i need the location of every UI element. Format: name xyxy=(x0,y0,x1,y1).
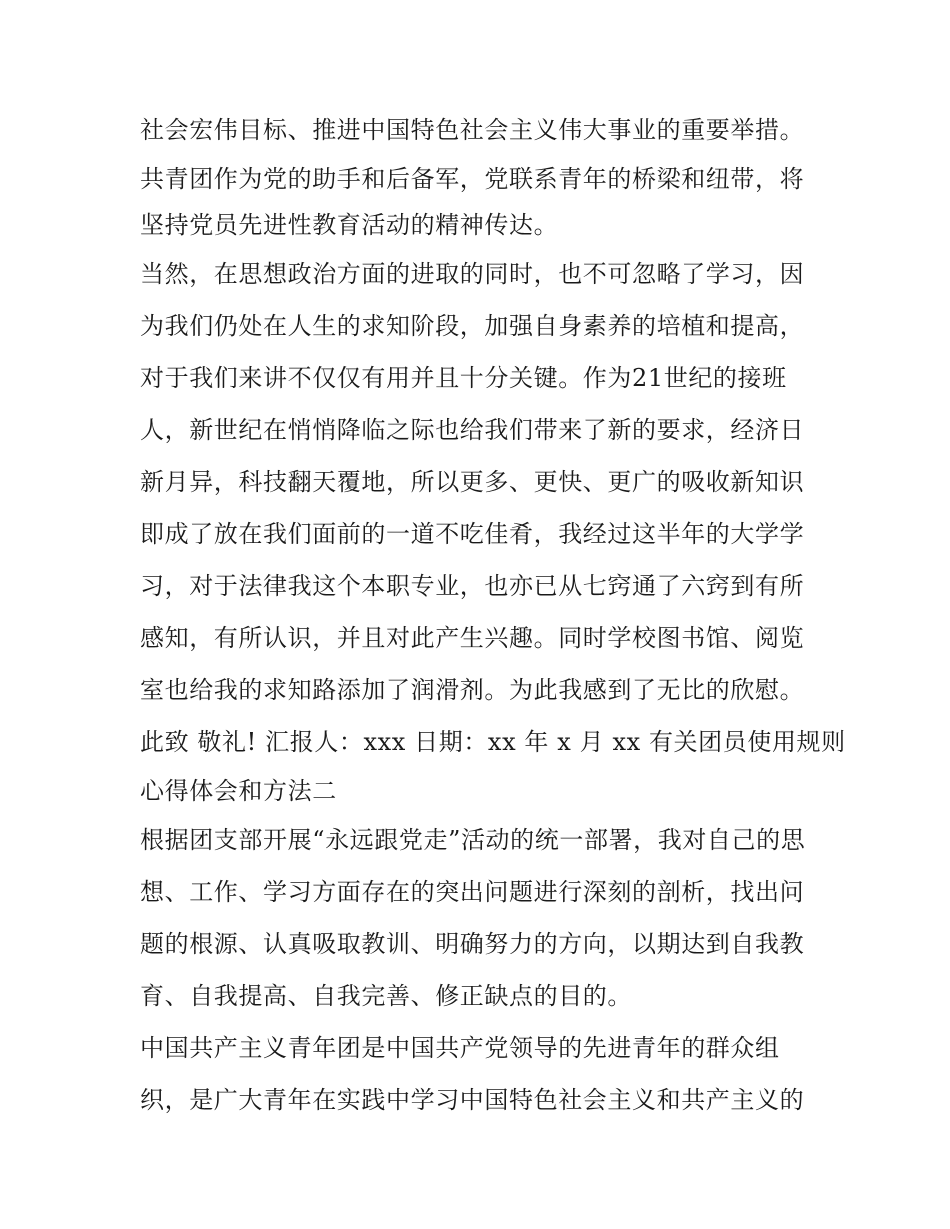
text-line: 育、自我提高、自我完善、修正缺点的目的。 xyxy=(140,982,632,1010)
text-line: 坚持党员先进性教育活动的精神传达。 xyxy=(140,211,559,239)
text-line: 新月异，科技翻天覆地，所以更多、更快、更广的吸收新知识 xyxy=(140,468,805,496)
text-line: 习，对于法律我这个本职专业，也亦已从七窍通了六窍到有所 xyxy=(140,572,805,600)
text-line: 题的根源、认真吸取教训、明确努力的方向，以期达到自我教 xyxy=(140,930,805,958)
document-body xyxy=(140,104,846,1126)
text-line: 共青团作为党的助手和后备军，党联系青年的桥梁和纽带，将 xyxy=(140,165,805,193)
text-line: 为我们仍处在人生的求知阶段，加强自身素养的培植和提高， xyxy=(140,312,805,340)
text-line: 根据团支部开展“永远跟党走”活动的统一部署，我对自己的思 xyxy=(140,826,806,854)
text-line: 此致 敬礼! 汇报人：xxx 日期：xx 年 x 月 xx 有关团员使用规则 xyxy=(140,728,846,756)
text-line: 织，是广大青年在实践中学习中国特色社会主义和共产主义的 xyxy=(140,1086,805,1114)
text-line: 人，新世纪在悄悄降临之际也给我们带来了新的要求，经济日 xyxy=(140,416,805,444)
text-line: 对于我们来讲不仅仅有用并且十分关键。作为21世纪的接班 xyxy=(140,364,787,392)
text-line: 即成了放在我们面前的一道不吃佳肴，我经过这半年的大学学 xyxy=(140,520,805,548)
text-line: 中国共产主义青年团是中国共产党领导的先进青年的群众组 xyxy=(140,1034,780,1062)
text-line: 室也给我的求知路添加了润滑剂。为此我感到了无比的欣慰。 xyxy=(140,676,805,704)
text-line: 社会宏伟目标、推进中国特色社会主义伟大事业的重要举措。 xyxy=(140,116,805,144)
text-line: 心得体会和方法二 xyxy=(140,777,337,805)
text-line: 当然，在思想政治方面的进取的同时，也不可忽略了学习，因 xyxy=(140,260,805,288)
text-line: 感知，有所认识，并且对此产生兴趣。同时学校图书馆、阅览 xyxy=(140,624,805,652)
text-line: 想、工作、学习方面存在的突出问题进行深刻的剖析，找出问 xyxy=(140,878,805,906)
